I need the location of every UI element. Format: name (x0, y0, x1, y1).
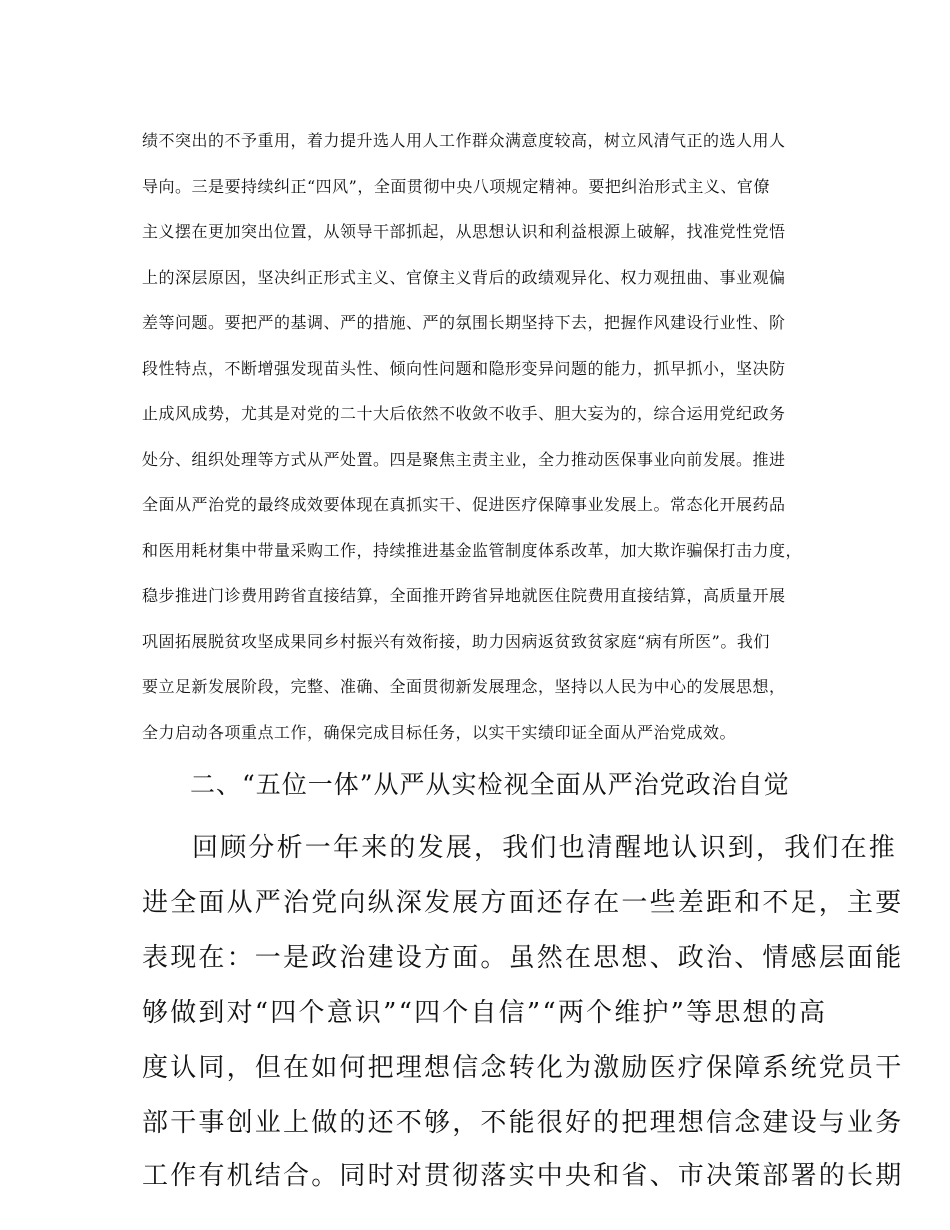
paragraph-line: 段性特点，不断增强发现苗头性、倾向性问题和隐形变异问题的能力，抓早抓小，坚决防 (142, 359, 786, 378)
paragraph-line: 表现在：一是政治建设方面。虽然在思想、政治、情感层面能 (142, 943, 904, 973)
paragraph-line: 进全面从严治党向纵深发展方面还存在一些差距和不足，主要 (142, 888, 904, 918)
paragraph-line: 止成风成势，尤其是对党的二十大后依然不收敛不收手、胆大妄为的，综合运用党纪政务 (142, 404, 786, 423)
paragraph-line: 巩固拓展脱贫攻坚成果同乡村振兴有效衔接，助力因病返贫致贫家庭“病有所医”。我们 (142, 632, 770, 651)
paragraph-line: 差等问题。要把严的基调、严的措施、严的氛围长期坚持下去，把握作风建设行业性、阶 (142, 313, 786, 332)
paragraph-line: 和医用耗材集中带量采购工作，持续推进基金监管制度体系改革，加大欺诈骗保打击力度， (142, 541, 803, 560)
paragraph-line: 度认同，但在如何把理想信念转化为激励医疗保障系统党员干 (142, 1053, 904, 1083)
paragraph-line: 上的深层原因，坚决纠正形式主义、官僚主义背后的政绩观异化、权力观扭曲、事业观偏 (142, 268, 786, 287)
paragraph-line: 全面从严治党的最终成效要体现在真抓实干、促进医疗保障事业发展上。常态化开展药品 (142, 495, 786, 514)
paragraph-line: 稳步推进门诊费用跨省直接结算，全面推开跨省异地就医住院费用直接结算，高质量开展 (142, 586, 786, 605)
paragraph-line: 绩不突出的不予重用，着力提升选人用人工作群众满意度较高，树立风清气正的选人用人 (142, 131, 786, 150)
paragraph-line: 导向。三是要持续纠正“四风”，全面贯彻中央八项规定精神。要把纠治形式主义、官僚 (142, 177, 770, 196)
paragraph-line: 要立足新发展阶段，完整、准确、全面贯彻新发展理念，坚持以人民为中心的发展思想， (142, 677, 786, 696)
paragraph-line: 工作有机结合。同时对贯彻落实中央和省、市决策部署的长期 (142, 1161, 904, 1191)
paragraph-line: 够做到对“四个意识”“四个自信”“两个维护”等思想的高 (142, 998, 828, 1028)
paragraph-line: 回顾分析一年来的发展，我们也清醒地认识到，我们在推 (192, 833, 898, 863)
paragraph-line: 全力启动各项重点工作，确保完成目标任务，以实干实绩印证全面从严治党成效。 (142, 723, 737, 742)
section-heading: 二、“五位一体”从严从实检视全面从严治党政治自觉 (190, 770, 790, 799)
paragraph-line: 部干事创业上做的还不够，不能很好的把理想信念建设与业务 (142, 1108, 904, 1138)
paragraph-line: 处分、组织处理等方式从严处置。四是聚焦主责主业，全力推动医保事业向前发展。推进 (142, 450, 786, 469)
paragraph-line: 主义摆在更加突出位置，从领导干部抓起，从思想认识和利益根源上破解，找准党性党悟 (142, 222, 786, 241)
